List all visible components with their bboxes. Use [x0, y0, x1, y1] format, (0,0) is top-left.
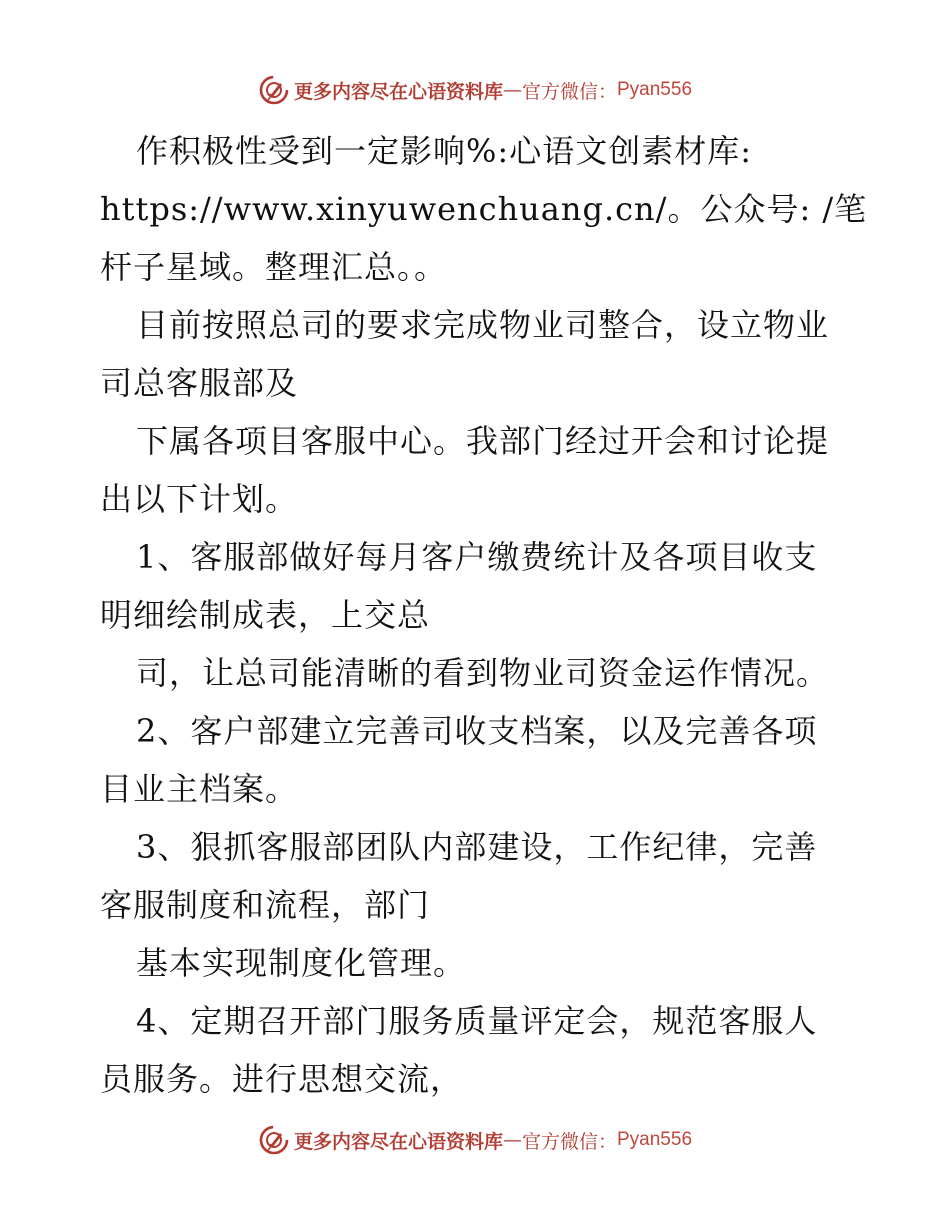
- header-banner: [0, 70, 950, 110]
- banner-dash: —: [502, 79, 522, 101]
- banner-title: 更多内容尽在心语资料库: [293, 80, 503, 103]
- body-line: 1、客服部做好每月客户缴费统计及各项目收支: [136, 538, 818, 576]
- banner-title: 更多内容尽在心语资料库: [293, 1130, 503, 1153]
- banner-wechat-label: 官方微信：: [521, 1130, 617, 1153]
- body-line: 司总客服部及: [100, 364, 299, 402]
- body-line: 4、定期召开部门服务质量评定会，规范客服人: [136, 1002, 818, 1040]
- body-line: 出以下计划。: [100, 480, 299, 518]
- body-line: 下属各项目客服中心。我部门经过开会和讨论提: [136, 422, 830, 460]
- body-line: 目前按照总司的要求完成物业司整合，设立物业: [136, 306, 830, 344]
- banner-wechat-id: Pyan556: [617, 79, 693, 100]
- banner-wechat-id: Pyan556: [617, 1129, 693, 1150]
- body-line: 明细绘制成表，上交总: [100, 596, 431, 634]
- body-line: 2、客户部建立完善司收支档案，以及完善各项: [136, 712, 818, 750]
- banner-dash: —: [502, 1129, 522, 1151]
- body-line: 3、狠抓客服部团队内部建设，工作纪律，完善: [136, 828, 818, 866]
- body-line: 员服务。进行思想交流，: [100, 1060, 464, 1098]
- body-line: 目业主档案。: [100, 770, 299, 808]
- body-line: https://www.xinyuwenchuang.cn/。公众号: /笔: [100, 190, 868, 228]
- footer-banner: [0, 1120, 950, 1160]
- body-line: 杆子星域。整理汇总。。: [100, 248, 448, 286]
- body-line: 司，让总司能清晰的看到物业司资金运作情况。: [136, 654, 830, 692]
- body-line: 客服制度和流程，部门: [100, 886, 431, 924]
- body-line: 作积极性受到一定影响%:心语文创素材库:: [136, 132, 752, 170]
- document-body: [100, 122, 868, 1108]
- swirl-pen-logo-icon: [258, 1124, 290, 1156]
- banner-wechat-label: 官方微信：: [521, 80, 617, 103]
- swirl-pen-logo-icon: [258, 74, 290, 106]
- body-line: 基本实现制度化管理。: [136, 944, 467, 982]
